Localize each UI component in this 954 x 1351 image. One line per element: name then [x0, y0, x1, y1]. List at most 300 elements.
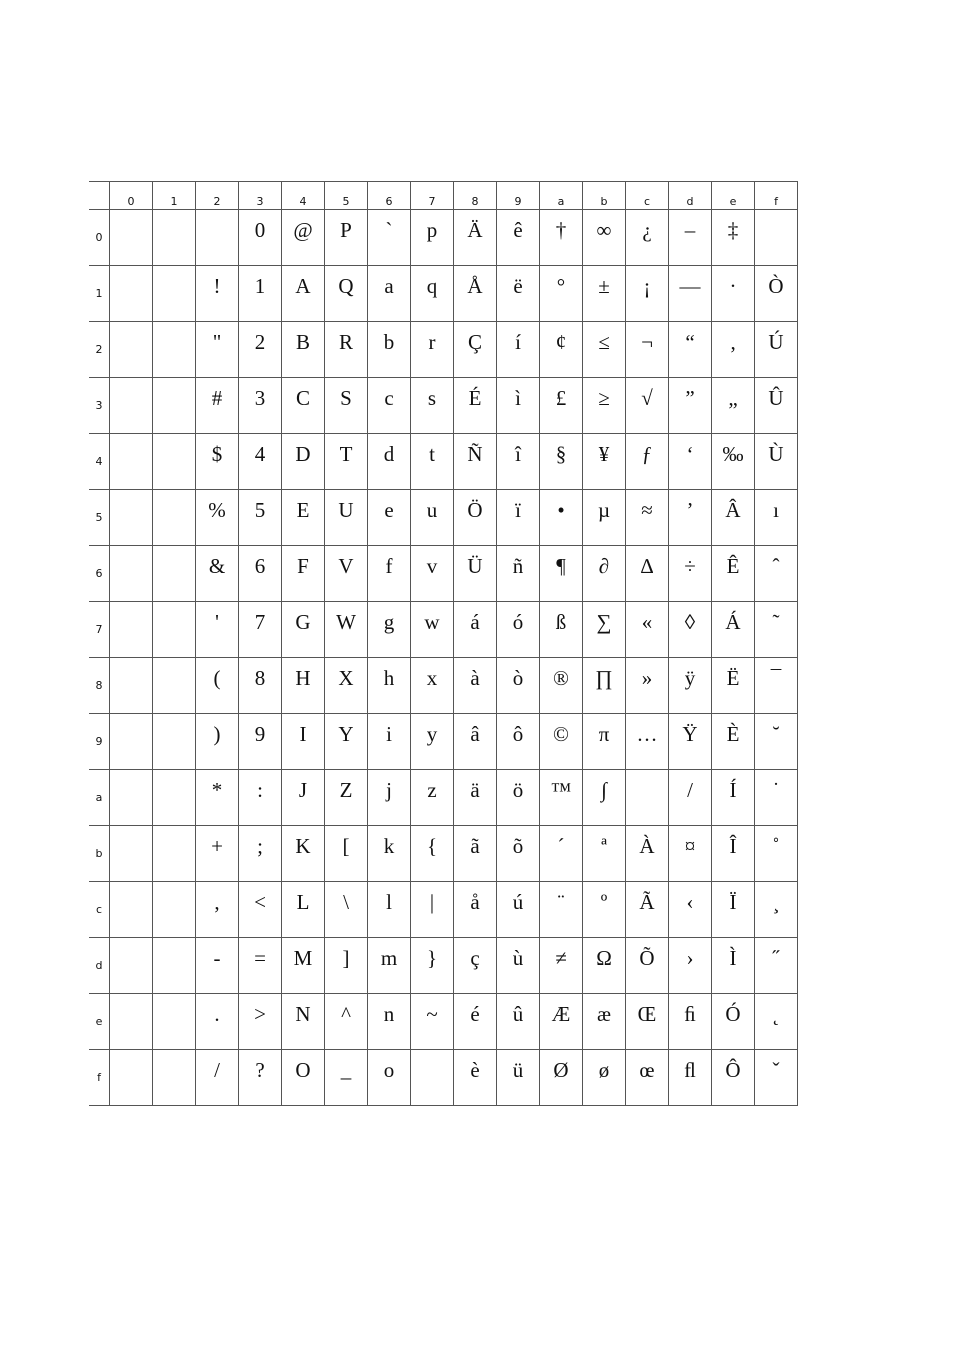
glyph-cell: .: [196, 994, 239, 1050]
glyph-cell: £: [540, 378, 583, 434]
glyph-cell: [153, 266, 196, 322]
glyph-cell: „: [712, 378, 755, 434]
glyph-cell: ): [196, 714, 239, 770]
glyph-cell: v: [411, 546, 454, 602]
glyph-cell: L: [282, 882, 325, 938]
glyph-cell: ◊: [669, 602, 712, 658]
glyph-cell: [: [325, 826, 368, 882]
glyph-cell: [110, 210, 153, 266]
glyph-cell: ö: [497, 770, 540, 826]
glyph-cell: m: [368, 938, 411, 994]
row-header: b: [89, 826, 110, 882]
glyph-cell: 3: [239, 378, 282, 434]
column-header: a: [540, 182, 583, 210]
table-row: [89, 602, 798, 658]
column-header-row: [89, 182, 798, 210]
glyph-cell: -: [196, 938, 239, 994]
glyph-cell: K: [282, 826, 325, 882]
glyph-cell: F: [282, 546, 325, 602]
glyph-cell: w: [411, 602, 454, 658]
glyph-cell: ¿: [626, 210, 669, 266]
glyph-cell: *: [196, 770, 239, 826]
glyph-cell: 9: [239, 714, 282, 770]
glyph-cell: ˆ: [755, 546, 798, 602]
glyph-cell: 1: [239, 266, 282, 322]
glyph-cell: Ö: [454, 490, 497, 546]
glyph-cell: ·: [712, 266, 755, 322]
glyph-cell: ç: [454, 938, 497, 994]
glyph-cell: ˚: [755, 826, 798, 882]
glyph-cell: n: [368, 994, 411, 1050]
glyph-cell: >: [239, 994, 282, 1050]
glyph-cell: I: [282, 714, 325, 770]
glyph-cell: ≈: [626, 490, 669, 546]
column-header: 7: [411, 182, 454, 210]
glyph-cell: P: [325, 210, 368, 266]
glyph-cell: ´: [540, 826, 583, 882]
glyph-cell: á: [454, 602, 497, 658]
column-header: 9: [497, 182, 540, 210]
glyph-cell: ¤: [669, 826, 712, 882]
glyph-cell: l: [368, 882, 411, 938]
glyph-cell: µ: [583, 490, 626, 546]
glyph-cell: ™: [540, 770, 583, 826]
glyph-cell: Z: [325, 770, 368, 826]
glyph-cell: e: [368, 490, 411, 546]
glyph-cell: ¡: [626, 266, 669, 322]
column-header: d: [669, 182, 712, 210]
glyph-cell: [110, 378, 153, 434]
glyph-cell: ˘: [755, 714, 798, 770]
glyph-cell: ¬: [626, 322, 669, 378]
glyph-cell: é: [454, 994, 497, 1050]
glyph-cell: /: [669, 770, 712, 826]
row-header: 2: [89, 322, 110, 378]
table-row: [89, 266, 798, 322]
glyph-cell: 0: [239, 210, 282, 266]
glyph-cell: ˇ: [755, 1050, 798, 1106]
glyph-cell: ›: [669, 938, 712, 994]
glyph-cell: ˝: [755, 938, 798, 994]
glyph-cell: O: [282, 1050, 325, 1106]
glyph-cell: [196, 210, 239, 266]
row-header: 7: [89, 602, 110, 658]
glyph-cell: f: [368, 546, 411, 602]
glyph-cell: ∂: [583, 546, 626, 602]
glyph-cell: k: [368, 826, 411, 882]
column-header: f: [755, 182, 798, 210]
corner-cell: [89, 182, 110, 210]
glyph-cell: [411, 1050, 454, 1106]
glyph-cell: »: [626, 658, 669, 714]
glyph-cell: }: [411, 938, 454, 994]
glyph-cell: ï: [497, 490, 540, 546]
glyph-cell: ˛: [755, 994, 798, 1050]
glyph-cell: Î: [712, 826, 755, 882]
glyph-cell: :: [239, 770, 282, 826]
glyph-cell: [153, 770, 196, 826]
glyph-cell: [110, 266, 153, 322]
row-header: 4: [89, 434, 110, 490]
glyph-cell: ÷: [669, 546, 712, 602]
table-row: [89, 378, 798, 434]
glyph-cell: [110, 1050, 153, 1106]
glyph-cell: ±: [583, 266, 626, 322]
glyph-cell: /: [196, 1050, 239, 1106]
glyph-cell: ∞: [583, 210, 626, 266]
glyph-cell: W: [325, 602, 368, 658]
table-row: [89, 434, 798, 490]
glyph-cell: z: [411, 770, 454, 826]
glyph-cell: ƒ: [626, 434, 669, 490]
column-header: 6: [368, 182, 411, 210]
table-row: [89, 658, 798, 714]
table-row: [89, 770, 798, 826]
glyph-cell: ñ: [497, 546, 540, 602]
column-header: 4: [282, 182, 325, 210]
glyph-cell: ú: [497, 882, 540, 938]
glyph-cell: ß: [540, 602, 583, 658]
glyph-cell: ﬁ: [669, 994, 712, 1050]
column-header: 8: [454, 182, 497, 210]
glyph-cell: =: [239, 938, 282, 994]
glyph-cell: ®: [540, 658, 583, 714]
glyph-cell: &: [196, 546, 239, 602]
glyph-cell: H: [282, 658, 325, 714]
table-row: [89, 210, 798, 266]
glyph-cell: Y: [325, 714, 368, 770]
row-header: d: [89, 938, 110, 994]
row-header: 6: [89, 546, 110, 602]
glyph-cell: û: [497, 994, 540, 1050]
table-row: [89, 1050, 798, 1106]
glyph-cell: [110, 770, 153, 826]
glyph-cell: [153, 434, 196, 490]
glyph-cell: g: [368, 602, 411, 658]
glyph-cell: Û: [755, 378, 798, 434]
glyph-cell: |: [411, 882, 454, 938]
row-header: e: [89, 994, 110, 1050]
glyph-cell: ‘: [669, 434, 712, 490]
column-header: 0: [110, 182, 153, 210]
glyph-cell: D: [282, 434, 325, 490]
glyph-cell: [153, 714, 196, 770]
glyph-cell: [110, 658, 153, 714]
glyph-cell: È: [712, 714, 755, 770]
glyph-cell: X: [325, 658, 368, 714]
glyph-cell: ô: [497, 714, 540, 770]
glyph-cell: s: [411, 378, 454, 434]
glyph-cell: √: [626, 378, 669, 434]
glyph-cell: V: [325, 546, 368, 602]
glyph-cell: ¶: [540, 546, 583, 602]
row-header: 5: [89, 490, 110, 546]
table-row: [89, 490, 798, 546]
glyph-cell: è: [454, 1050, 497, 1106]
glyph-cell: ≤: [583, 322, 626, 378]
glyph-cell: ∆: [626, 546, 669, 602]
glyph-cell: Ë: [712, 658, 755, 714]
glyph-cell: ﬂ: [669, 1050, 712, 1106]
glyph-cell: b: [368, 322, 411, 378]
table-row: [89, 546, 798, 602]
glyph-cell: #: [196, 378, 239, 434]
glyph-cell: Æ: [540, 994, 583, 1050]
glyph-cell: S: [325, 378, 368, 434]
glyph-cell: õ: [497, 826, 540, 882]
glyph-cell: â: [454, 714, 497, 770]
glyph-cell: Å: [454, 266, 497, 322]
glyph-cell: …: [626, 714, 669, 770]
glyph-cell: ’: [669, 490, 712, 546]
glyph-cell: [153, 994, 196, 1050]
glyph-cell: “: [669, 322, 712, 378]
glyph-cell: ": [196, 322, 239, 378]
glyph-cell: ì: [497, 378, 540, 434]
glyph-cell: ó: [497, 602, 540, 658]
row-header: 8: [89, 658, 110, 714]
glyph-cell: ë: [497, 266, 540, 322]
glyph-cell: ä: [454, 770, 497, 826]
glyph-cell: 4: [239, 434, 282, 490]
row-header: a: [89, 770, 110, 826]
glyph-cell: —: [669, 266, 712, 322]
glyph-cell: [110, 434, 153, 490]
glyph-cell: î: [497, 434, 540, 490]
glyph-cell: x: [411, 658, 454, 714]
glyph-cell: ': [196, 602, 239, 658]
glyph-cell: ã: [454, 826, 497, 882]
glyph-cell: ¢: [540, 322, 583, 378]
glyph-cell: 8: [239, 658, 282, 714]
glyph-cell: ©: [540, 714, 583, 770]
glyph-cell: ı: [755, 490, 798, 546]
glyph-cell: Ã: [626, 882, 669, 938]
glyph-cell: ø: [583, 1050, 626, 1106]
glyph-cell: E: [282, 490, 325, 546]
glyph-cell: 5: [239, 490, 282, 546]
row-header: 1: [89, 266, 110, 322]
glyph-cell: –: [669, 210, 712, 266]
glyph-cell: h: [368, 658, 411, 714]
glyph-cell: <: [239, 882, 282, 938]
glyph-cell: º: [583, 882, 626, 938]
glyph-cell: Õ: [626, 938, 669, 994]
glyph-cell: É: [454, 378, 497, 434]
glyph-cell: à: [454, 658, 497, 714]
glyph-cell: N: [282, 994, 325, 1050]
glyph-cell: [153, 322, 196, 378]
glyph-cell: π: [583, 714, 626, 770]
glyph-cell: [110, 546, 153, 602]
glyph-cell: T: [325, 434, 368, 490]
glyph-cell: [153, 378, 196, 434]
glyph-cell: Ø: [540, 1050, 583, 1106]
row-header: 3: [89, 378, 110, 434]
table-row: [89, 938, 798, 994]
glyph-cell: Ñ: [454, 434, 497, 490]
character-table: [89, 181, 798, 1106]
glyph-cell: 6: [239, 546, 282, 602]
glyph-cell: °: [540, 266, 583, 322]
glyph-cell: `: [368, 210, 411, 266]
glyph-cell: ò: [497, 658, 540, 714]
glyph-cell: ÿ: [669, 658, 712, 714]
glyph-cell: R: [325, 322, 368, 378]
table-row: [89, 994, 798, 1050]
glyph-cell: q: [411, 266, 454, 322]
row-header: 0: [89, 210, 110, 266]
glyph-cell: @: [282, 210, 325, 266]
glyph-cell: [110, 602, 153, 658]
glyph-cell: ‡: [712, 210, 755, 266]
glyph-cell: ü: [497, 1050, 540, 1106]
glyph-cell: Ï: [712, 882, 755, 938]
glyph-cell: ≠: [540, 938, 583, 994]
glyph-cell: _: [325, 1050, 368, 1106]
glyph-cell: Ì: [712, 938, 755, 994]
glyph-cell: Á: [712, 602, 755, 658]
glyph-cell: p: [411, 210, 454, 266]
glyph-cell: [153, 490, 196, 546]
glyph-cell: Ÿ: [669, 714, 712, 770]
glyph-cell: ˜: [755, 602, 798, 658]
glyph-cell: ¸: [755, 882, 798, 938]
glyph-cell: ˙: [755, 770, 798, 826]
glyph-cell: (: [196, 658, 239, 714]
glyph-cell: ª: [583, 826, 626, 882]
glyph-cell: Â: [712, 490, 755, 546]
glyph-cell: ;: [239, 826, 282, 882]
glyph-cell: [153, 882, 196, 938]
glyph-cell: ¯: [755, 658, 798, 714]
glyph-cell: Ü: [454, 546, 497, 602]
glyph-cell: À: [626, 826, 669, 882]
glyph-cell: Q: [325, 266, 368, 322]
glyph-cell: ∑: [583, 602, 626, 658]
glyph-cell: [153, 602, 196, 658]
glyph-cell: [153, 938, 196, 994]
glyph-cell: ,: [196, 882, 239, 938]
glyph-cell: u: [411, 490, 454, 546]
glyph-cell: ”: [669, 378, 712, 434]
column-header: 5: [325, 182, 368, 210]
glyph-cell: [153, 210, 196, 266]
glyph-cell: [153, 658, 196, 714]
column-header: b: [583, 182, 626, 210]
table-row: [89, 322, 798, 378]
column-header: e: [712, 182, 755, 210]
glyph-cell: [110, 994, 153, 1050]
table-row: [89, 882, 798, 938]
glyph-cell: í: [497, 322, 540, 378]
glyph-cell: [110, 490, 153, 546]
glyph-cell: Í: [712, 770, 755, 826]
glyph-cell: %: [196, 490, 239, 546]
row-header: c: [89, 882, 110, 938]
glyph-cell: ‹: [669, 882, 712, 938]
glyph-cell: +: [196, 826, 239, 882]
glyph-cell: †: [540, 210, 583, 266]
table-row: [89, 714, 798, 770]
glyph-cell: C: [282, 378, 325, 434]
glyph-cell: [153, 826, 196, 882]
glyph-cell: Ó: [712, 994, 755, 1050]
glyph-cell: Ç: [454, 322, 497, 378]
glyph-cell: 7: [239, 602, 282, 658]
glyph-cell: Ω: [583, 938, 626, 994]
glyph-cell: ∏: [583, 658, 626, 714]
glyph-cell: ¨: [540, 882, 583, 938]
glyph-cell: a: [368, 266, 411, 322]
glyph-cell: d: [368, 434, 411, 490]
glyph-cell: [110, 826, 153, 882]
glyph-cell: i: [368, 714, 411, 770]
glyph-cell: !: [196, 266, 239, 322]
glyph-cell: [755, 210, 798, 266]
glyph-cell: Ä: [454, 210, 497, 266]
glyph-cell: J: [282, 770, 325, 826]
glyph-cell: j: [368, 770, 411, 826]
column-header: 1: [153, 182, 196, 210]
glyph-cell: å: [454, 882, 497, 938]
glyph-cell: ê: [497, 210, 540, 266]
glyph-cell: ¥: [583, 434, 626, 490]
column-header: 3: [239, 182, 282, 210]
glyph-cell: B: [282, 322, 325, 378]
glyph-cell: [110, 938, 153, 994]
table-row: [89, 826, 798, 882]
glyph-cell: ∫: [583, 770, 626, 826]
glyph-cell: ‚: [712, 322, 755, 378]
glyph-cell: §: [540, 434, 583, 490]
glyph-cell: {: [411, 826, 454, 882]
glyph-cell: ‰: [712, 434, 755, 490]
glyph-cell: $: [196, 434, 239, 490]
glyph-cell: y: [411, 714, 454, 770]
glyph-cell: o: [368, 1050, 411, 1106]
glyph-cell: Ò: [755, 266, 798, 322]
row-header: f: [89, 1050, 110, 1106]
glyph-cell: G: [282, 602, 325, 658]
glyph-cell: 2: [239, 322, 282, 378]
glyph-cell: [110, 322, 153, 378]
glyph-cell: ≥: [583, 378, 626, 434]
glyph-cell: ]: [325, 938, 368, 994]
glyph-cell: [110, 882, 153, 938]
glyph-cell: \: [325, 882, 368, 938]
column-header: 2: [196, 182, 239, 210]
glyph-cell: ~: [411, 994, 454, 1050]
glyph-cell: ^: [325, 994, 368, 1050]
glyph-cell: r: [411, 322, 454, 378]
glyph-cell: [110, 714, 153, 770]
glyph-cell: [153, 546, 196, 602]
column-header: c: [626, 182, 669, 210]
glyph-cell: M: [282, 938, 325, 994]
glyph-cell: «: [626, 602, 669, 658]
glyph-cell: æ: [583, 994, 626, 1050]
glyph-cell: Œ: [626, 994, 669, 1050]
glyph-cell: Ú: [755, 322, 798, 378]
glyph-cell: c: [368, 378, 411, 434]
glyph-cell: A: [282, 266, 325, 322]
glyph-cell: t: [411, 434, 454, 490]
glyph-cell: Ù: [755, 434, 798, 490]
glyph-cell: U: [325, 490, 368, 546]
glyph-cell: Ô: [712, 1050, 755, 1106]
glyph-cell: œ: [626, 1050, 669, 1106]
